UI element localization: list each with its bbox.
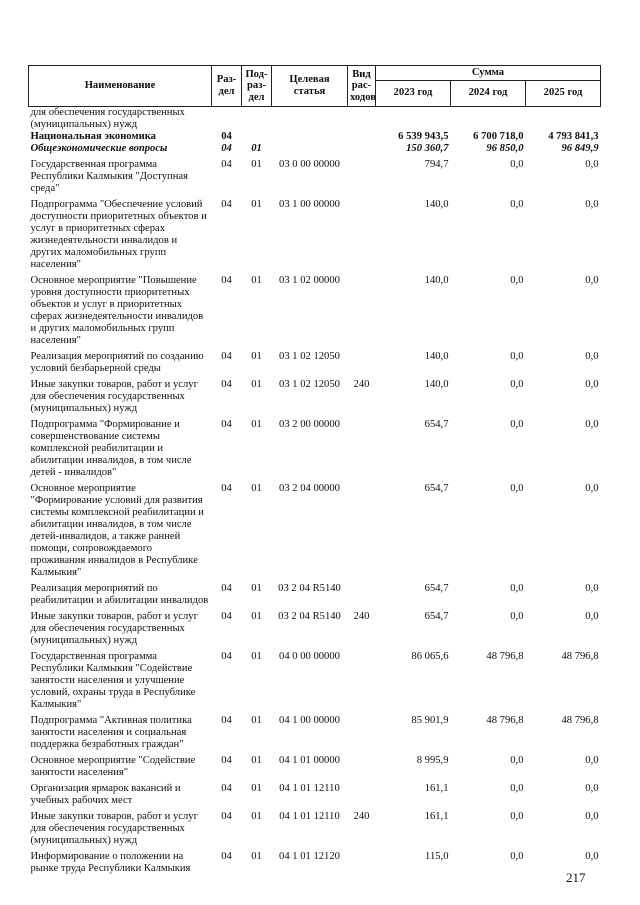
row-razdel: 04 — [221, 130, 232, 142]
row-sum-2023: 654,7 — [424, 610, 449, 622]
row-vid-code — [348, 715, 376, 755]
table-row — [29, 106, 601, 131]
row-target-code: 04 0 00 00000 — [279, 650, 340, 662]
row-podrazdel: 01 — [251, 350, 262, 362]
row-razdel: 04 — [221, 582, 232, 594]
row-target-code — [272, 131, 348, 143]
row-sum-2024: 0,0 — [510, 198, 524, 210]
row-sum-2025: 0,0 — [585, 782, 599, 794]
row-podrazdel — [242, 106, 272, 131]
row-sum-2023: 140,0 — [424, 198, 449, 210]
row-name: Национальная экономика — [30, 130, 156, 142]
table-row — [29, 755, 601, 783]
table-row — [29, 131, 601, 143]
table-header — [29, 66, 601, 107]
row-sum-2024: 96 850,0 — [486, 142, 524, 154]
table-row — [29, 199, 601, 275]
row-podrazdel — [242, 131, 272, 143]
row-vid-code: 240 — [353, 378, 370, 390]
table-row — [29, 611, 601, 651]
table-body — [29, 106, 601, 879]
row-sum-2024: 0,0 — [510, 378, 524, 390]
header-vid: Вид рас- ходов — [348, 66, 376, 107]
row-vid-code — [348, 483, 376, 583]
row-vid-code — [348, 419, 376, 483]
row-sum-2024: 0,0 — [510, 582, 524, 594]
table-row — [29, 715, 601, 755]
header-name: Наименование — [29, 66, 212, 107]
row-sum-2025 — [526, 106, 601, 131]
row-sum-2024: 0,0 — [510, 158, 524, 170]
row-vid-code — [348, 143, 376, 159]
row-razdel — [212, 106, 242, 131]
row-podrazdel: 01 — [251, 378, 262, 390]
row-razdel: 04 — [221, 714, 232, 726]
row-name: Подпрограмма "Формирование и совершенствование системы комплексной реабилитации и абилитации инвалидов, в том числе детей - инвалидов" — [30, 418, 192, 478]
row-sum-2024 — [451, 106, 526, 131]
row-podrazdel: 01 — [251, 650, 262, 662]
header-podrazdel: Под- раз- дел — [242, 66, 272, 107]
row-razdel: 04 — [221, 378, 232, 390]
row-target-code: 03 1 00 00000 — [279, 198, 340, 210]
row-sum-2023: 161,1 — [424, 782, 449, 794]
row-sum-2025: 0,0 — [585, 482, 599, 494]
table-row — [29, 419, 601, 483]
row-sum-2024: 6 700 718,0 — [473, 130, 524, 142]
row-razdel: 04 — [221, 350, 232, 362]
row-podrazdel: 01 — [251, 142, 262, 154]
table-row — [29, 159, 601, 199]
row-razdel: 04 — [221, 482, 232, 494]
row-podrazdel: 01 — [251, 198, 262, 210]
row-sum-2023: 140,0 — [424, 350, 449, 362]
budget-table — [28, 65, 601, 879]
row-sum-2023: 161,1 — [424, 810, 449, 822]
row-name: Государственная программа Республики Калмыкия "Доступная среда" — [30, 158, 188, 194]
row-target-code: 03 1 02 12050 — [279, 350, 340, 362]
row-razdel: 04 — [221, 274, 232, 286]
row-sum-2023: 654,7 — [424, 582, 449, 594]
row-name: Информирование о положении на рынке труда Республики Калмыкия — [30, 850, 191, 874]
row-sum-2025: 0,0 — [585, 610, 599, 622]
header-target: Целевая статья — [272, 66, 348, 107]
table-row — [29, 783, 601, 811]
row-sum-2023: 115,0 — [425, 850, 449, 862]
table-row — [29, 483, 601, 583]
row-sum-2023: 140,0 — [424, 378, 449, 390]
header-year-2024: 2024 год — [451, 80, 526, 106]
row-target-code: 03 1 02 00000 — [279, 274, 340, 286]
row-name: Организация ярмарок вакансий и учебных рабочих мест — [30, 782, 181, 806]
row-target-code — [272, 106, 348, 131]
row-sum-2024: 0,0 — [510, 610, 524, 622]
row-sum-2023: 654,7 — [424, 418, 449, 430]
row-name: Основное мероприятие "Повышение уровня доступности приоритетных объектов и услуг в приоритетных сферах жизнедеятельности инвалидов и других маломобильных групп населения" — [30, 274, 204, 346]
row-podrazdel: 01 — [251, 754, 262, 766]
row-razdel: 04 — [221, 610, 232, 622]
header-razdel: Раз- дел — [212, 66, 242, 107]
row-sum-2025: 0,0 — [585, 582, 599, 594]
row-podrazdel: 01 — [251, 850, 262, 862]
table-row — [29, 851, 601, 879]
row-name: Реализация мероприятий по созданию условий безбарьерной среды — [30, 350, 204, 374]
row-target-code: 04 1 00 00000 — [279, 714, 340, 726]
row-name: Государственная программа Республики Калмыкия "Содействие занятости населения и улучшение условий, охраны труда в Республике Калмыкия" — [30, 650, 196, 710]
row-name: Иные закупки товаров, работ и услуг для обеспечения государственных (муниципальных) нужд — [30, 378, 198, 414]
row-sum-2023: 654,7 — [424, 482, 449, 494]
table-row — [29, 583, 601, 611]
row-vid-code — [348, 783, 376, 811]
row-sum-2023 — [376, 106, 451, 131]
row-podrazdel: 01 — [251, 482, 262, 494]
row-sum-2025: 4 793 841,3 — [548, 130, 599, 142]
row-razdel: 04 — [221, 850, 232, 862]
header-year-2023: 2023 год — [376, 80, 451, 106]
row-name: для обеспечения государственных (муниципальных) нужд — [30, 106, 185, 130]
row-vid-code — [348, 583, 376, 611]
row-target-code: 03 2 00 00000 — [279, 418, 340, 430]
row-podrazdel: 01 — [251, 714, 262, 726]
row-sum-2025: 0,0 — [585, 810, 599, 822]
row-sum-2025: 0,0 — [585, 754, 599, 766]
row-vid-code — [348, 106, 376, 131]
row-sum-2025: 48 796,8 — [561, 714, 599, 726]
row-vid-code — [348, 351, 376, 379]
table-row — [29, 811, 601, 851]
row-sum-2023: 85 901,9 — [411, 714, 449, 726]
row-target-code — [272, 143, 348, 159]
row-sum-2025: 48 796,8 — [561, 650, 599, 662]
header-sum: Сумма — [376, 66, 601, 81]
row-sum-2024: 0,0 — [510, 810, 524, 822]
row-name: Общеэкономические вопросы — [30, 142, 168, 154]
row-razdel: 04 — [221, 754, 232, 766]
row-sum-2023: 6 539 943,5 — [398, 130, 449, 142]
row-name: Подпрограмма "Обеспечение условий доступности приоритетных объектов и услуг в приоритетных сферах жизнедеятельности инвалидов и других маломобильных групп населения" — [30, 198, 207, 270]
row-sum-2023: 86 065,6 — [411, 650, 449, 662]
row-target-code: 04 1 01 12110 — [279, 810, 340, 822]
row-sum-2023: 794,7 — [424, 158, 449, 170]
table-row — [29, 379, 601, 419]
row-sum-2025: 0,0 — [585, 198, 599, 210]
row-razdel: 04 — [221, 650, 232, 662]
row-target-code: 03 0 00 00000 — [279, 158, 340, 170]
row-podrazdel: 01 — [251, 582, 262, 594]
row-sum-2024: 48 796,8 — [486, 650, 524, 662]
row-name: Иные закупки товаров, работ и услуг для обеспечения государственных (муниципальных) нужд — [30, 610, 198, 646]
row-podrazdel: 01 — [251, 810, 262, 822]
row-sum-2024: 0,0 — [510, 350, 524, 362]
row-sum-2024: 0,0 — [510, 418, 524, 430]
row-target-code: 04 1 01 00000 — [279, 754, 340, 766]
row-sum-2025: 0,0 — [585, 378, 599, 390]
row-vid-code — [348, 131, 376, 143]
row-podrazdel: 01 — [251, 782, 262, 794]
row-name: Иные закупки товаров, работ и услуг для обеспечения государственных (муниципальных) нужд — [30, 810, 198, 846]
row-sum-2024: 0,0 — [510, 850, 524, 862]
row-razdel: 04 — [221, 158, 232, 170]
row-target-code: 03 2 04 R5140 — [278, 610, 341, 622]
row-vid-code — [348, 651, 376, 715]
row-podrazdel: 01 — [251, 418, 262, 430]
row-sum-2024: 0,0 — [510, 482, 524, 494]
row-sum-2024: 0,0 — [510, 274, 524, 286]
row-podrazdel: 01 — [251, 274, 262, 286]
row-sum-2025: 0,0 — [585, 158, 599, 170]
row-razdel: 04 — [221, 142, 232, 154]
row-sum-2025: 96 849,9 — [561, 142, 599, 154]
row-sum-2025: 0,0 — [585, 418, 599, 430]
row-name: Подпрограмма "Активная политика занятости населения и социальная поддержка безработных граждан" — [30, 714, 192, 750]
page-number: 217 — [566, 870, 586, 885]
row-target-code: 03 1 02 12050 — [279, 378, 340, 390]
row-sum-2023: 140,0 — [424, 274, 449, 286]
row-target-code: 03 2 04 R5140 — [278, 582, 341, 594]
row-name: Реализация мероприятий по реабилитации и абилитации инвалидов — [30, 582, 209, 606]
row-sum-2024: 48 796,8 — [486, 714, 524, 726]
row-razdel: 04 — [221, 198, 232, 210]
row-vid-code — [348, 199, 376, 275]
table-row — [29, 143, 601, 159]
row-podrazdel: 01 — [251, 158, 262, 170]
row-vid-code — [348, 755, 376, 783]
row-vid-code — [348, 159, 376, 199]
row-sum-2024: 0,0 — [510, 782, 524, 794]
row-vid-code: 240 — [353, 610, 370, 622]
row-name: Основное мероприятие "Формирование условий для развития системы комплексной реабилитации и абилитации инвалидов, в том числе детей-инвалидов, а также ранней помощи, сопровождаемого проживания инвалидов в Республике Калмыкия" — [30, 482, 204, 578]
row-vid-code: 240 — [353, 810, 370, 822]
row-target-code: 04 1 01 12110 — [279, 782, 340, 794]
table-row — [29, 651, 601, 715]
row-sum-2023: 150 360,7 — [406, 142, 449, 154]
row-sum-2025: 0,0 — [585, 850, 599, 862]
row-target-code: 03 2 04 00000 — [279, 482, 340, 494]
table-row — [29, 351, 601, 379]
row-vid-code — [348, 851, 376, 879]
header-year-2025: 2025 год — [526, 80, 601, 106]
row-razdel: 04 — [221, 782, 232, 794]
row-razdel: 04 — [221, 810, 232, 822]
row-podrazdel: 01 — [251, 610, 262, 622]
row-target-code: 04 1 01 12120 — [279, 850, 340, 862]
row-name: Основное мероприятие "Содействие занятости населения" — [30, 754, 196, 778]
row-vid-code — [348, 275, 376, 351]
row-sum-2025: 0,0 — [585, 350, 599, 362]
row-sum-2025: 0,0 — [585, 274, 599, 286]
row-sum-2024: 0,0 — [510, 754, 524, 766]
table-row — [29, 275, 601, 351]
row-razdel: 04 — [221, 418, 232, 430]
row-sum-2023: 8 995,9 — [416, 754, 449, 766]
